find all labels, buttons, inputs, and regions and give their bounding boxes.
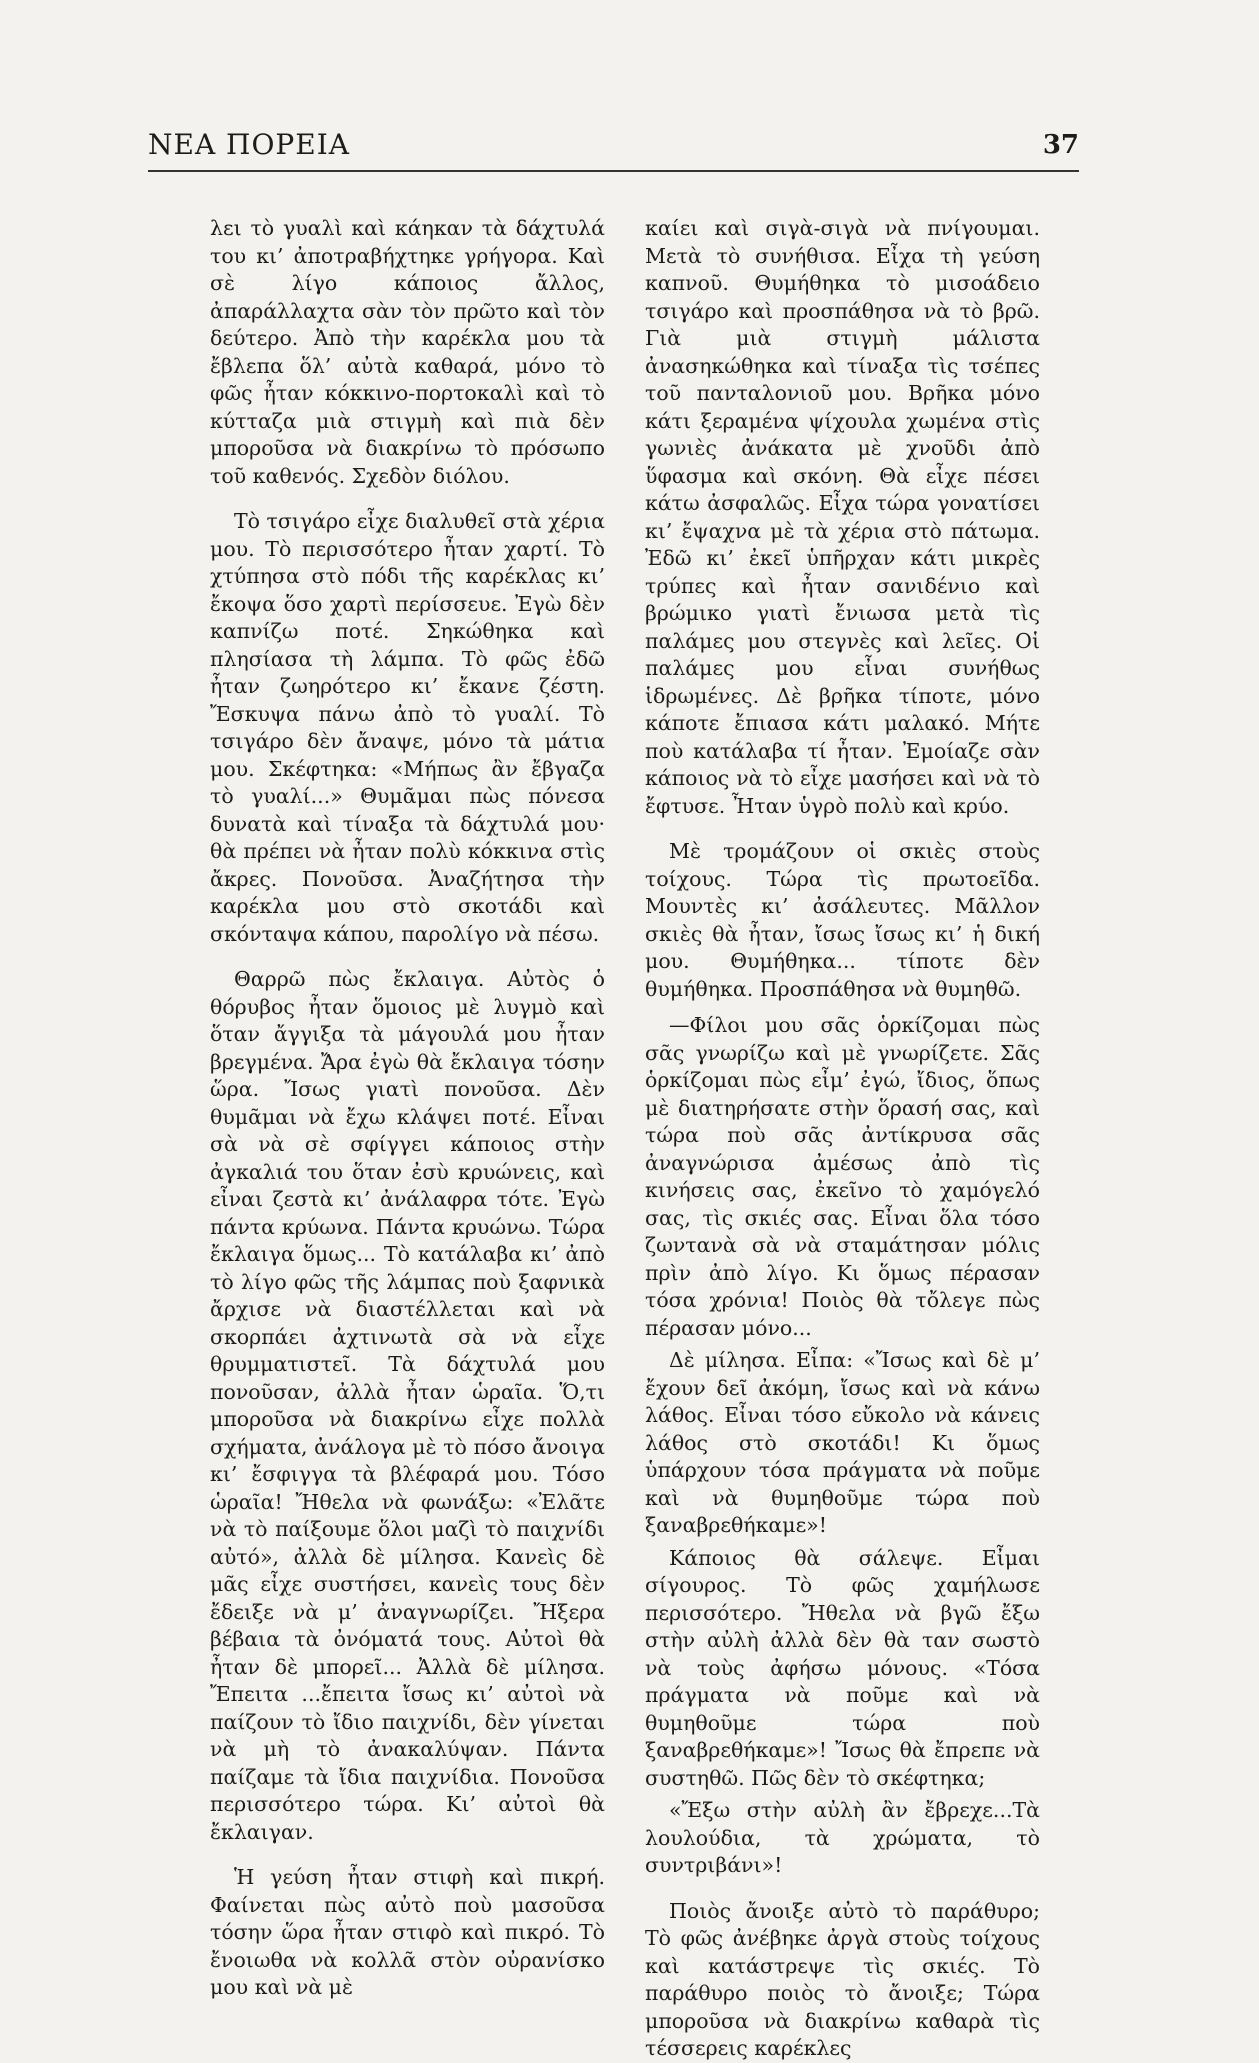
right-paragraph-2: Μὲ τρομάζουν οἱ σκιὲς στοὺς τοίχους. Τώρα τὶς πρωτοεῖδα. Μουντὲς κι’ ἀσάλευτες. Μᾶλλον σκιὲς θὰ ἦταν, ἴσως ἴσως κι’ ἡ δική μου. Θυμήθηκα... τίποτε δὲν θυμήθηκα. Προσπάθησα νὰ θυμηθῶ. [645,839,1040,1001]
right-paragraph-1: καίει καὶ σιγὰ-σιγὰ νὰ πνίγουμαι. Μετὰ τὸ συνήθισα. Εἶχα τὴ γεύση καπνοῦ. Θυμήθηκα τὸ μισοάδειο τσιγάρο καὶ προσπάθησα νὰ τὸ βρῶ. Γιὰ μιὰ στιγμὴ μάλιστα ἀνασηκώθηκα καὶ τίναξα τὶς τσέπες τοῦ πανταλονιοῦ μου. Βρῆκα μόνο κάτι ξεραμένα ψίχουλα χωμένα στὶς γωνιὲς ἀνάκατα μὲ χνοῦδι ἀπὸ ὕφασμα καὶ σκόνη. Θὰ εἶχε πέσει κάτω ἀσφαλῶς. Εἶχα τώρα γονατίσει κι’ ἔψαχνα μὲ τὰ χέρια στὸ πάτωμα. Ἐδῶ κι’ ἐκεῖ ὑπῆρχαν κάτι μικρὲς τρύπες καὶ ἦταν σανιδένιο καὶ βρώμικο γιατὶ ἔνιωσα μετὰ τὶς παλάμες μου στεγνὲς καὶ λεῖες. Οἱ παλάμες μου εἶναι συνήθως ἱδρωμένες. Δὲ βρῆκα τίποτε, μόνο κάποτε ἔπιασα κάτι μαλακό. Μήτε ποὺ κατάλαβα τί ἦταν. Ἐμοίαζε σὰν κάποιος νὰ τὸ εἶχε μασήσει καὶ νὰ τὸ ἔφτυσε. Ἦταν ὑγρὸ πολὺ καὶ κρύο. [645,216,1040,818]
right-paragraph-3: —Φίλοι μου σᾶς ὁρκίζομαι πὼς σᾶς γνωρίζω καὶ μὲ γνωρίζετε. Σᾶς ὁρκίζομαι πὼς εἶμ’ ἐγώ, ἴδιος, ὅπως μὲ διατηρήσατε στὴν ὅρασή σας, καὶ τώρα ποὺ σᾶς ἀντίκρυσα σᾶς ἀναγνώρισα ἀμέσως ἀπὸ τὶς κινήσεις σας, ἐκεῖνο τὸ χαμόγελό σας, τὶς σκιές σας. Εἶναι ὅλα τόσο ζωντανὰ σὰ νὰ σταμάτησαν μόλις πρὶν ἀπὸ λίγο. Κι ὅμως πέρασαν τόσα χρόνια! Ποιὸς θὰ τὄλεγε πὼς πέρασαν μόνο... [645,1013,1040,1340]
header-rule [148,170,1079,172]
left-paragraph-4: Ἡ γεύση ἦταν στιφὴ καὶ πικρή. Φαίνεται πὼς αὐτὸ ποὺ μασοῦσα τόσην ὥρα ἦταν στιφὸ καὶ πικρό. Τὸ ἔνοιωθα νὰ κολλᾶ στὸν οὐρανίσκο μου καὶ νὰ μὲ [210,1865,605,1999]
right-paragraph-5: Κάποιος θὰ σάλεψε. Εἶμαι σίγουρος. Τὸ φῶς χαμήλωσε περισσότερο. Ἤθελα νὰ βγῶ ἔξω στὴν αὐλὴ ἀλλὰ δὲν θὰ ταν σωστὸ νὰ τοὺς ἀφήσω μόνους. «Τόσα πράγματα νὰ ποῦμε καὶ νὰ θυμηθοῦμε τώρα ποὺ ξαναβρεθήκαμε»! Ἴσως θὰ ἔπρεπε νὰ συστηθῶ. Πῶς δὲν τὸ σκέφτηκα; [645,1545,1040,1790]
right-column [645,215,1040,2063]
left-column [210,215,605,2002]
left-paragraph-3: Θαρρῶ πὼς ἔκλαιγα. Αὐτὸς ὁ θόρυβος ἦταν ὅμοιος μὲ λυγμὸ καὶ ὅταν ἄγγιξα τὰ μάγουλά μου ἦταν βρεγμένα. Ἄρα ἐγὼ θὰ ἔκλαιγα τόσην ὥρα. Ἴσως γιατὶ πονοῦσα. Δὲν θυμᾶμαι νὰ ἔχω κλάψει ποτέ. Εἶναι σὰ νὰ σὲ σφίγγει κάποιος στὴν ἀγκαλιά του ὅταν ἐσὺ κρυώνεις, καὶ εἶναι ζεστὰ κι’ ἀνάλαφρα τότε. Ἐγὼ πάντα κρύωνα. Πάντα κρυώνω. Τώρα ἔκλαιγα ὅμως... Τὸ κατάλαβα κι’ ἀπὸ τὸ λίγο φῶς τῆς λάμπας ποὺ ξαφνικὰ ἄρχισε νὰ διαστέλλεται καὶ νὰ σκορπάει ἀχτινωτὰ σὰ νὰ εἶχε θρυμματιστεῖ. Τὰ δάχτυλά μου πονοῦσαν, ἀλλὰ ἦταν ὡραῖα. Ὅ,τι μποροῦσα νὰ διακρίνω εἶχε πολλὰ σχήματα, ἀνάλογα μὲ τὸ πόσο ἄνοιγα κι’ ἔσφιγγα τὰ βλέφαρά μου. Τόσο ὡραῖα! Ἤθελα νὰ φωνάξω: «Ἐλᾶτε νὰ τὸ παίξουμε ὅλοι μαζὶ τὸ παιχνίδι αὐτό», ἀλλὰ δὲ μίλησα. Κανεὶς δὲ μᾶς εἶχε συστήσει, κανεὶς τους δὲν ἔδειξε νὰ μ’ ἀναγνωρίζει. Ἤξερα βέβαια τὰ ὀνόματά τους. Αὐτοὶ θὰ ἦταν δὲ μπορεῖ... Ἀλλὰ δὲ μίλησα. Ἔπειτα ...ἔπειτα ἴσως κι’ αὐτοὶ νὰ παίζουν τὸ ἴδιο παιχνίδι, δὲν γίνεται νὰ μὴ τὸ ἀνακαλύψαν. Πάντα παίζαμε τὰ ἴδια παιχνίδια. Πονοῦσα περισσότερο τώρα. Κι’ αὐτοὶ θὰ ἔκλαιγαν. [210,967,605,1844]
journal-title: ΝΕΑ ΠΟΡΕΙΑ [148,128,350,161]
left-paragraph-2: Τὸ τσιγάρο εἶχε διαλυθεῖ στὰ χέρια μου. Τὸ περισσότερο ἦταν χαρτί. Τὸ χτύπησα στὸ πόδι τῆς καρέκλας κι’ ἔκοψα ὅσο χαρτὶ περίσσευε. Ἐγὼ δὲν καπνίζω ποτέ. Σηκώθηκα καὶ πλησίασα τὴ λάμπα. Τὸ φῶς ἐδῶ ἦταν ζωηρότερο κι’ ἔκανε ζέστη. Ἔσκυψα πάνω ἀπὸ τὸ γυαλί. Τὸ τσιγάρο δὲν ἄναψε, μόνο τὰ μάτια μου. Σκέφτηκα: «Μήπως ἂν ἔβγαζα τὸ γυαλί...» Θυμᾶμαι πὼς πόνεσα δυνατὰ καὶ τίναξα τὰ δάχτυλά μου· θὰ πρέπει νὰ ἦταν πολὺ κόκκινα στὶς ἄκρες. Πονοῦσα. Ἀναζήτησα τὴν καρέκλα μου στὸ σκοτάδι καὶ σκόνταψα κάπου, παρολίγο νὰ πέσω. [210,509,605,946]
right-paragraph-4: Δὲ μίλησα. Εἶπα: «Ἴσως καὶ δὲ μ’ ἔχουν δεῖ ἀκόμη, ἴσως καὶ νὰ κάνω λάθος. Εἶναι τόσο εὔκολο νὰ κάνεις λάθος στὸ σκοτάδι! Κι ὅμως ὑπάρχουν τόσα πράγματα νὰ ποῦμε καὶ νὰ θυμηθοῦμε τώρα ποὺ ξαναβρεθήκαμε»! [645,1348,1040,1537]
right-paragraph-6: «Ἔξω στὴν αὐλὴ ἂν ἔβρεχε...Τὰ λουλούδια, τὰ χρώματα, τὸ συντριβάνι»! [645,1798,1040,1877]
page-number: 37 [1042,130,1079,160]
running-header [148,128,1079,168]
left-paragraph-1: λει τὸ γυαλὶ καὶ κάηκαν τὰ δάχτυλά του κι’ ἀποτραβήχτηκε γρήγορα. Καὶ σὲ λίγο κάποιος ἄλλος, ἀπαράλλαχτα σὰν τὸν πρῶτο καὶ τὸν δεύτερο. Ἀπὸ τὴν καρέκλα μου τὰ ἔβλεπα ὅλ’ αὐτὰ καθαρά, μόνο τὸ φῶς ἦταν κόκκινο-πορτοκαλὶ καὶ τὸ κύτταζα μιὰ στιγμὴ καὶ πιὰ δὲν μποροῦσα νὰ διακρίνω τὸ πρόσωπο τοῦ καθενός. Σχεδὸν διόλου. [210,216,605,488]
right-paragraph-7: Ποιὸς ἄνοιξε αὐτὸ τὸ παράθυρο; Τὸ φῶς ἀνέβηκε ἀργὰ στοὺς τοίχους καὶ κατάστρεψε τὶς σκιές. Τὸ παράθυρο ποιὸς τὸ ἄνοιξε; Τώρα μποροῦσα νὰ διακρίνω καθαρὰ τὶς τέσσερεις καρέκλες [645,1898,1040,2060]
